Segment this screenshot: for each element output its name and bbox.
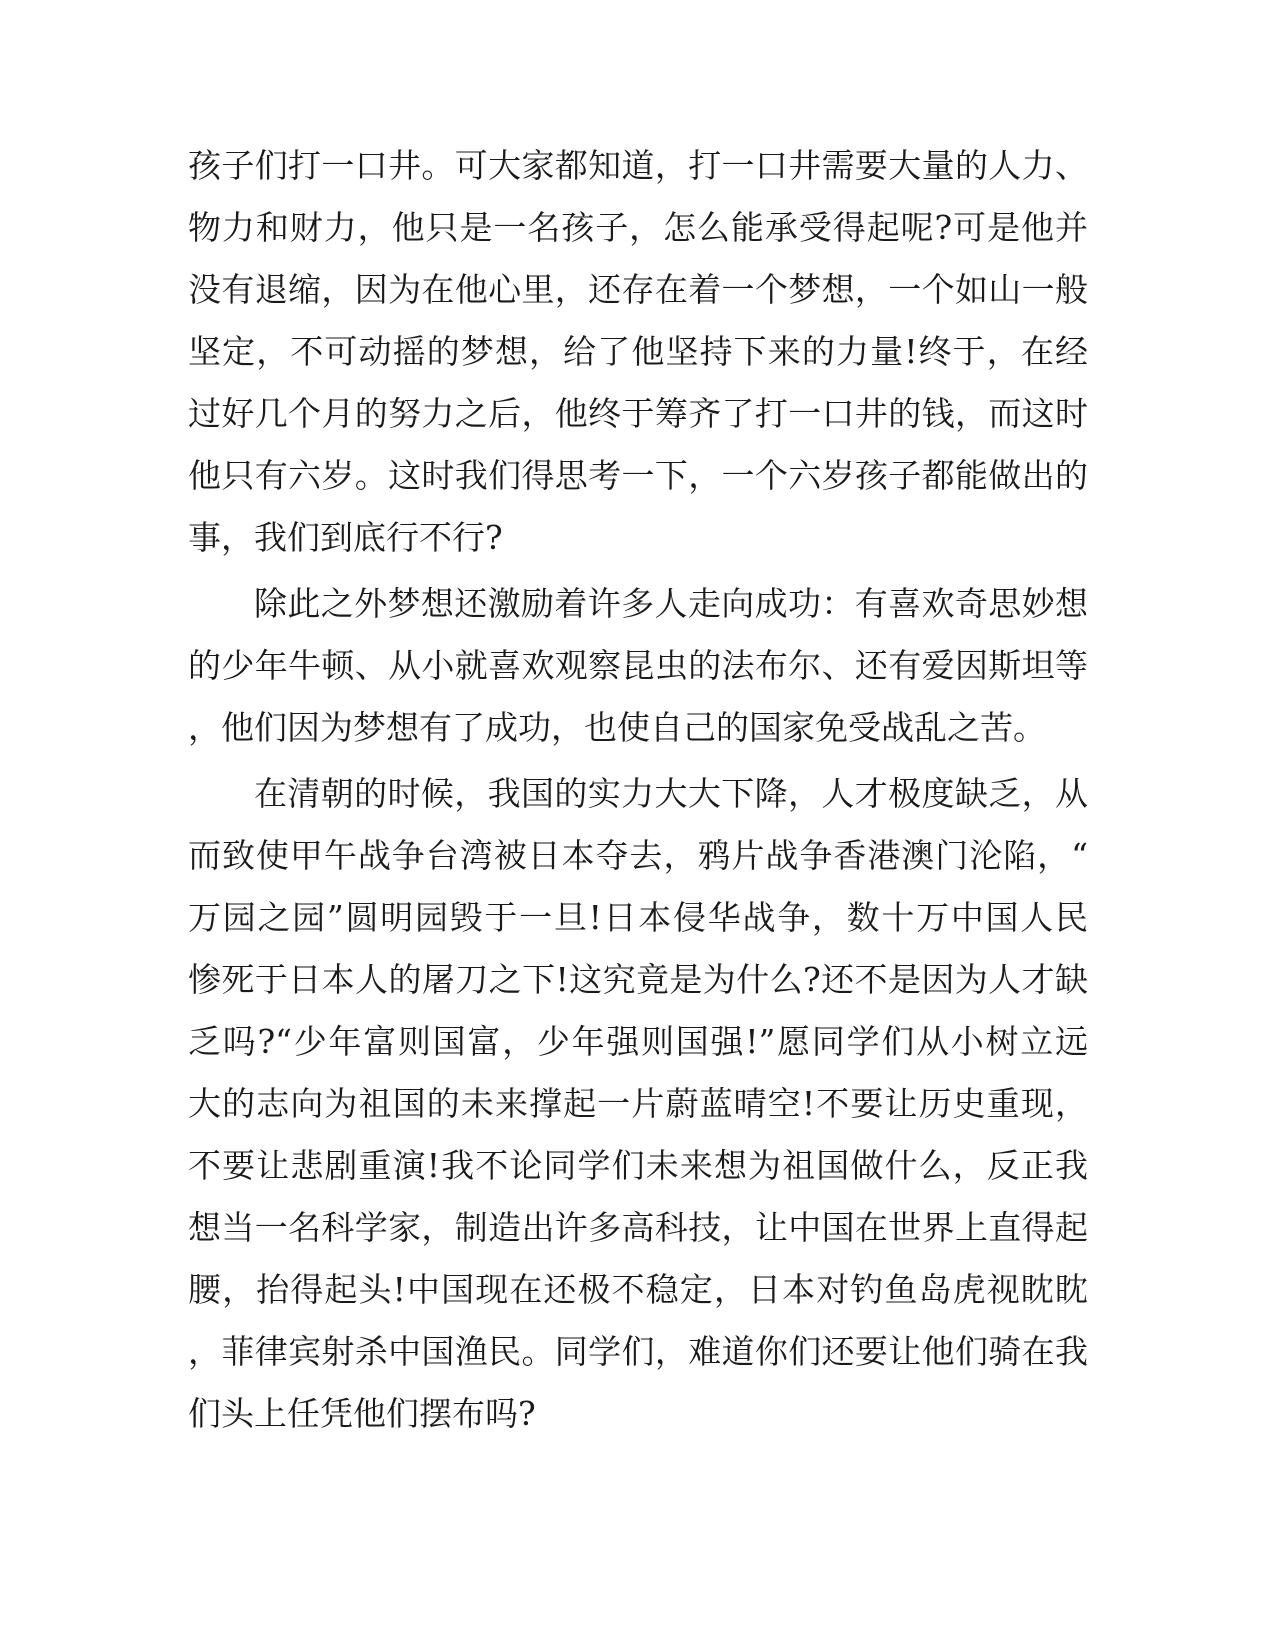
text-line: 过好几个月的努力之后，他终于筹齐了打一口井的钱，而这时: [188, 394, 1088, 433]
text-line: 大的志向为祖国的未来撑起一片蔚蓝晴空!不要让历史重现，: [188, 1084, 1088, 1123]
text-line: 想当一名科学家，制造出许多高科技，让中国在世界上直得起: [188, 1208, 1088, 1247]
text-line: 乏吗?“少年富则国富，少年强则国强!”愿同学们从小树立远: [188, 1022, 1088, 1061]
text-line: 而致使甲午战争台湾被日本夺去，鸦片战争香港澳门沦陷，“: [188, 836, 1088, 875]
text-line: 在清朝的时候，我国的实力大大下降，人才极度缺乏，从: [254, 774, 1088, 813]
text-line: 的少年牛顿、从小就喜欢观察昆虫的法布尔、还有爱因斯坦等: [188, 646, 1088, 685]
text-line: ，他们因为梦想有了成功，也使自己的国家免受战乱之苦。: [188, 708, 1046, 747]
text-line: 孩子们打一口井。可大家都知道，打一口井需要大量的人力、: [188, 146, 1088, 185]
text-line: ，菲律宾射杀中国渔民。同学们，难道你们还要让他们骑在我: [188, 1332, 1088, 1371]
text-line: 们头上任凭他们摆布吗?: [188, 1394, 536, 1433]
text-line: 不要让悲剧重演!我不论同学们未来想为祖国做什么，反正我: [188, 1146, 1088, 1185]
text-line: 事，我们到底行不行?: [188, 518, 503, 557]
text-line: 除此之外梦想还激励着许多人走向成功：有喜欢奇思妙想: [254, 584, 1088, 623]
text-line: 他只有六岁。这时我们得思考一下，一个六岁孩子都能做出的: [188, 456, 1088, 495]
text-line: 惨死于日本人的屠刀之下!这究竟是为什么?还不是因为人才缺: [188, 960, 1088, 999]
text-line: 万园之园”圆明园毁于一旦!日本侵华战争，数十万中国人民: [188, 898, 1088, 937]
text-line: 坚定，不可动摇的梦想，给了他坚持下来的力量!终于，在经: [188, 332, 1088, 371]
text-line: 没有退缩，因为在他心里，还存在着一个梦想，一个如山一般: [188, 270, 1088, 309]
text-line: 物力和财力，他只是一名孩子，怎么能承受得起呢?可是他并: [188, 208, 1088, 247]
text-line: 腰，抬得起头!中国现在还极不稳定，日本对钓鱼岛虎视眈眈: [188, 1270, 1088, 1309]
